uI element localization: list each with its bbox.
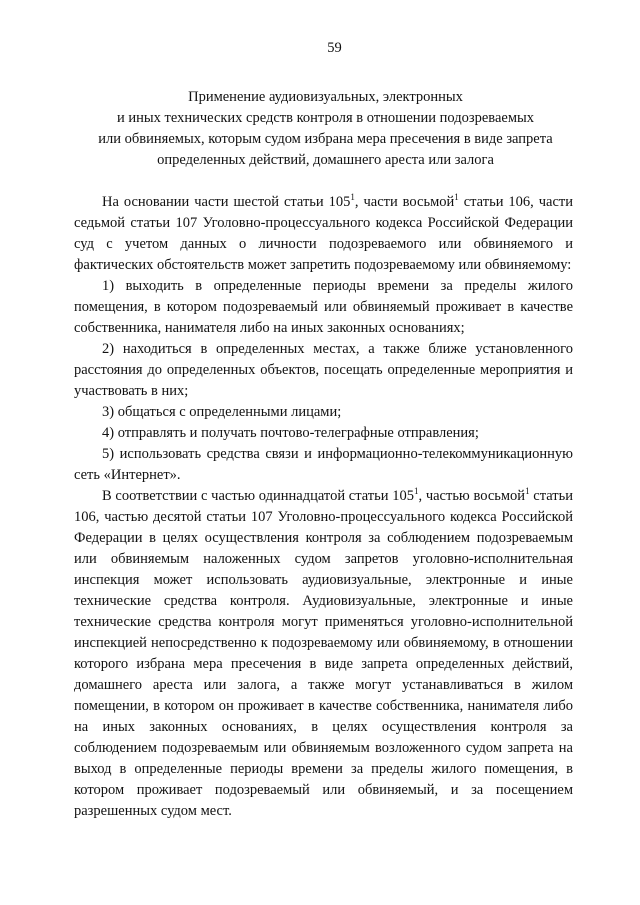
superscript: 1 bbox=[454, 192, 459, 202]
text-run: В соответствии с частью одиннадцатой статьи 105 bbox=[102, 488, 414, 504]
title-line: Применение аудиовизуальных, электронных bbox=[188, 89, 463, 105]
text-run: , части восьмой bbox=[354, 194, 455, 210]
page-number: 59 bbox=[327, 40, 342, 56]
superscript: 1 bbox=[350, 192, 355, 202]
text-run: статьи 106, частью десятой статьи 107 Уголовно-процессуального кодекса Российской Федерации в целях осуществления контроля за соблюдением подозреваемым или обвиняемым наложенных судом запретов уголовно-исполнительная инспекция может использовать аудиовизуальные, электронные и иные технические средства контроля. Аудиовизуальные, электронные и иные технические средства контроля могут применяться уголовно-исполнительной инспекцией непосредственно к подозреваемому или обвиняемому, в отношении которого избрана мера пресечения в виде запрета определенных действий, домашнего ареста или залога, а также могут устанавливаться в жилом помещении, в котором он проживает в качестве собственника, нанимателя либо на иных законных основаниях, в целях осуществления контроля за соблюдением подозреваемым или обвиняемым возложенного судом запрета на выход в определенные периоды времени за пределы жилого помещения, в котором проживает подозреваемый или обвиняемый, и за посещением разрешенных судом мест. bbox=[74, 488, 573, 819]
list-item: 4) отправлять и получать почтово-телеграфные отправления; bbox=[102, 425, 479, 441]
superscript: 1 bbox=[413, 486, 419, 496]
section-title bbox=[78, 87, 573, 171]
title-line: и иных технических средств контроля в отношении подозреваемых bbox=[116, 110, 534, 126]
list-item: 5) использовать средства связи и информационно-телекоммуникационную сеть «Интернет». bbox=[74, 446, 573, 483]
superscript: 1 bbox=[525, 486, 530, 496]
intro-paragraph bbox=[74, 192, 573, 276]
second-paragraph bbox=[74, 486, 573, 822]
list-item: 1) выходить в определенные периоды времени за пределы жилого помещения, в котором подозреваемый или обвиняемый проживает в качестве собственника, нанимателя либо на иных законных основаниях; bbox=[74, 278, 573, 336]
list-item: 2) находиться в определенных местах, а также ближе установленного расстояния до определенных объектов, посещать определенные мероприятия и участвовать в них; bbox=[74, 341, 573, 399]
text-run: На основании части шестой статьи 105 bbox=[102, 194, 351, 210]
title-line: определенных действий, домашнего ареста или залога bbox=[157, 152, 494, 168]
list-item: 3) общаться с определенными лицами; bbox=[102, 404, 342, 420]
text-run: , частью восьмой bbox=[418, 488, 526, 504]
title-line: или обвиняемых, которым судом избрана мера пресечения в виде запрета bbox=[98, 131, 553, 147]
text-run: статьи 106, части седьмой статьи 107 Уголовно-процессуального кодекса Российской Федерации суд с учетом данных о личности подозреваемого или обвиняемого и фактических обстоятельств может запретить подозреваемому или обвиняемому: bbox=[74, 194, 573, 273]
